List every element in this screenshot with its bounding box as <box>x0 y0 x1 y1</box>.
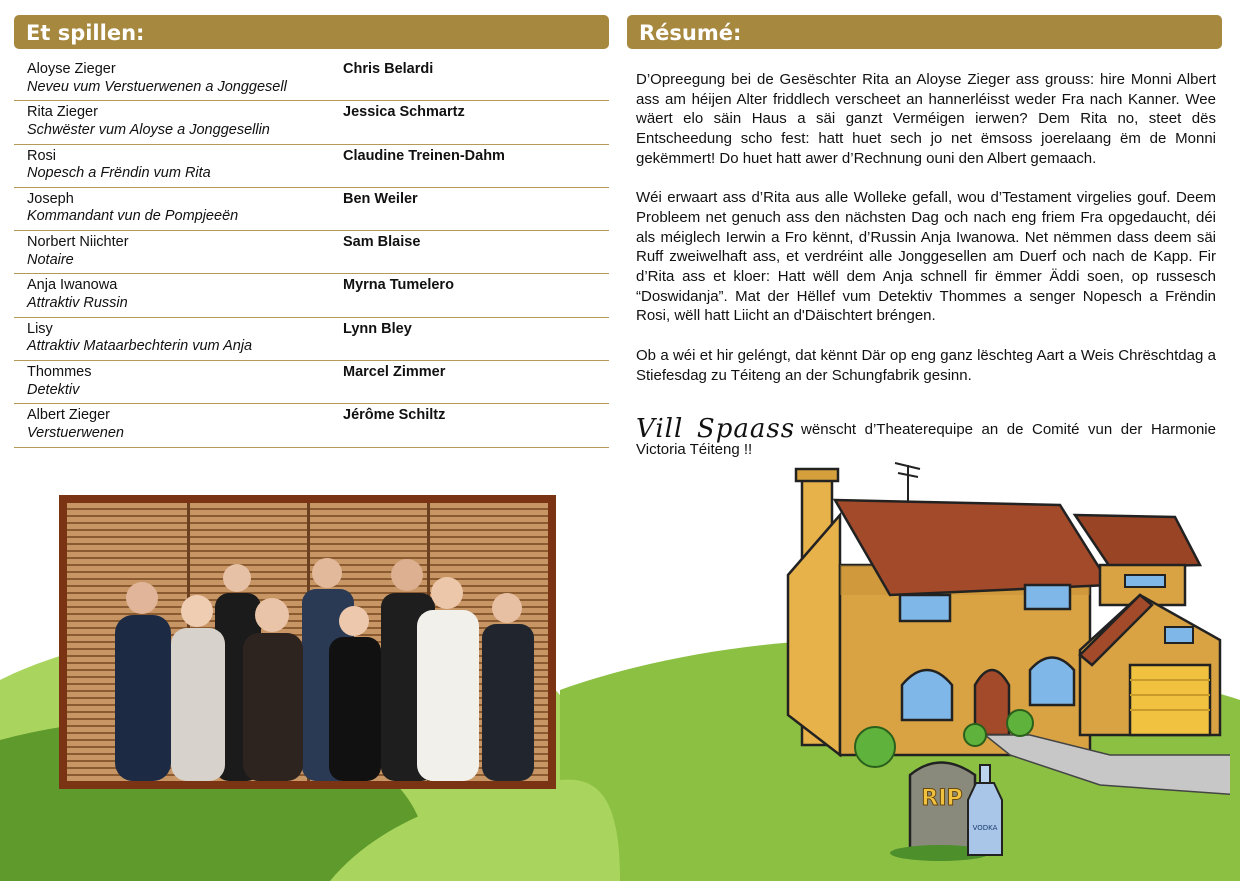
role-name: Norbert Niichter <box>27 234 129 251</box>
role-description: Verstuerwenen <box>27 424 124 441</box>
house-illustration <box>780 455 1230 875</box>
actor-name: Lynn Bley <box>343 320 412 337</box>
bottle-text: VODKA <box>972 824 998 832</box>
summary-paragraph: D’Opreegung bei de Gesëschter Rita an Aloyse Zieger ass grouss: hire Monni Albert ass am héijen Alter friddlech verscheet an hannerléisst weder Fra nach Kanner. Wee wäert elo säin Haus a säi ganzt Verméigen ierwen? Dem Rita no, steet dës Entscheedung scho fest: hatt huet sech jo net ëmsoss joerelaang ëm de Monni gekëmmert! Do huet hatt awer d’Rechnung ouni den Albert gemaach. <box>636 71 1216 167</box>
actor-name: Chris Belardi <box>343 61 434 77</box>
cast-row <box>14 231 609 274</box>
cast-heading: Et spillen: <box>14 15 609 49</box>
actor-name: Marcel Zimmer <box>343 364 446 381</box>
role-description: Attraktiv Mataarbechterin vum Anja <box>27 338 253 355</box>
actor-name: Jessica Schmartz <box>343 104 465 121</box>
role-description: Kommandant vun de Pompjeeën <box>27 208 239 225</box>
actor-name: Claudine Treinen-Dahm <box>343 147 505 164</box>
summary-text <box>636 70 1216 405</box>
role-description: Nopesch a Frëndin vum Rita <box>27 165 211 182</box>
cast-row <box>14 318 609 361</box>
actor-name: Myrna Tumelero <box>343 277 454 294</box>
role-description: Neveu vum Verstuerwenen a Jonggesell <box>27 78 287 95</box>
cast-row <box>14 101 609 144</box>
summary-paragraph: Wéi erwaart ass d’Rita aus alle Wolleke gefall, wou d’Testament virgelies gouf. Deem Probleem net genuch ass den nächsten Dag och nach eng friem Fra opgedaucht, déi als méiglech Ierwin a Fro kënnt, d’Russin Anja Iwanowa. Net nëmmen dass deem säi Ruff zweiwelhaft ass, et verdréint alle Jonggesellen am Duerf och nach de Kapp. Fir d’Rita ass et kloer: Hatt wëll dem Anja schnell fir ëmmer Äddi soen, op russesch “Doswidanja”. Mat der Hëllef vum Detektiv Thommes a senger Nopesch a Frëndin Rosi, wëll hatt Liicht an d'Däischtert bréngen. <box>636 189 1216 325</box>
cast-row <box>14 274 609 317</box>
cast-row <box>14 145 609 188</box>
role-name: Lisy <box>27 320 53 337</box>
cast-row <box>14 404 609 447</box>
antenna-icon <box>895 463 920 505</box>
cast-group-photo <box>67 503 548 781</box>
role-name: Joseph <box>27 190 74 207</box>
tombstone-text: RIP <box>921 786 963 811</box>
role-name: Aloyse Zieger <box>27 61 116 77</box>
role-description: Attraktiv Russin <box>27 294 128 311</box>
role-name: Anja Iwanowa <box>27 277 118 294</box>
cast-table <box>14 58 609 448</box>
role-name: Albert Zieger <box>27 407 111 424</box>
closing-text: wënscht d’Theaterequipe an de Comité vun der Harmonie Victoria Téiteng !! <box>636 421 1216 458</box>
role-description: Detektiv <box>27 381 80 398</box>
closing-line <box>636 414 1216 459</box>
summary-paragraph: Ob a wéi et hir geléngt, dat kënnt Där op eng ganz lëschteg Aart a Weis Chrëschtdag a Stiefesdag zu Téiteng an der Schungfabrik gesinn. <box>636 346 1216 384</box>
actor-name: Ben Weiler <box>343 190 418 207</box>
cast-row <box>14 361 609 404</box>
role-name: Rosi <box>27 147 57 164</box>
role-description: Notaire <box>27 251 74 268</box>
cast-row <box>14 188 609 231</box>
role-name: Rita Zieger <box>27 104 98 121</box>
actor-name: Jérôme Schiltz <box>343 407 446 424</box>
cast-photo-frame <box>59 495 556 789</box>
cast-row <box>14 58 609 101</box>
summary-heading: Résumé: <box>627 15 1222 49</box>
actor-name: Sam Blaise <box>343 234 421 251</box>
role-description: Schwëster vum Aloyse a Jonggesellin <box>27 121 270 138</box>
role-name: Thommes <box>27 364 92 381</box>
closing-script: Vill Spaass <box>636 414 796 444</box>
